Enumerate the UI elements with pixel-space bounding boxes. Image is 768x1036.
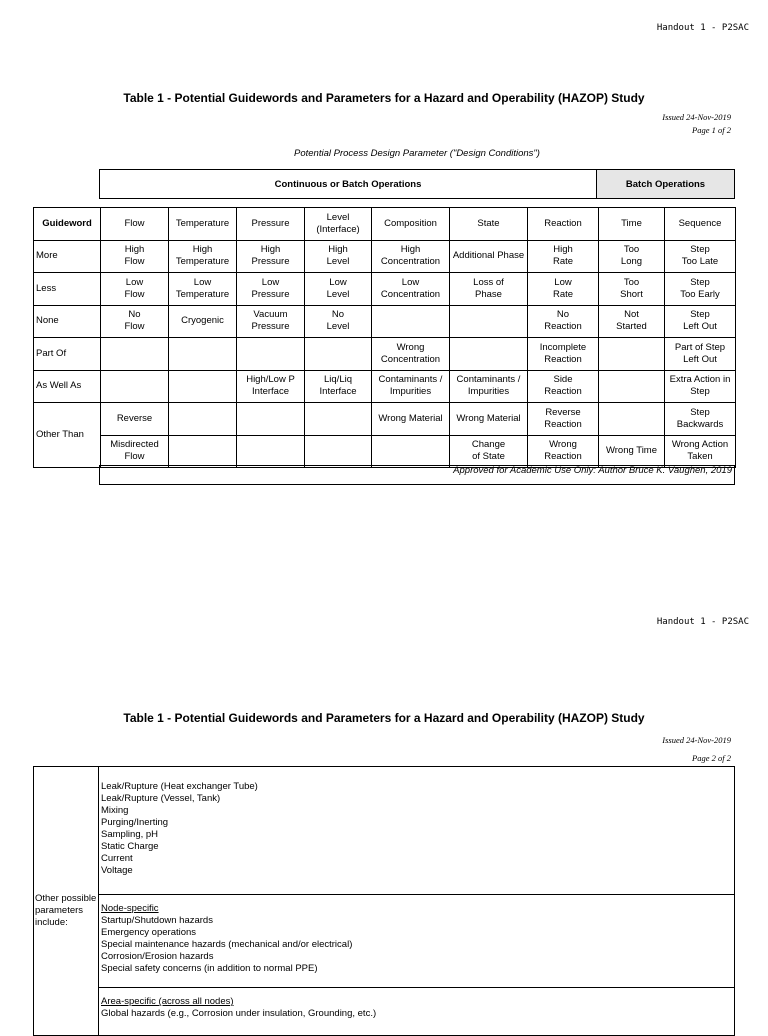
table-cell: No Level — [305, 305, 372, 338]
table-cell — [599, 338, 665, 371]
table-cell: High Concentration — [372, 240, 450, 273]
page1-issued-date: Issued 24-Nov-2019 — [662, 112, 731, 122]
table-cell — [372, 435, 450, 468]
guideword-header: Guideword — [34, 208, 101, 241]
table-cell: No Flow — [101, 305, 169, 338]
table-cell: Step Left Out — [665, 305, 736, 338]
table-cell: Reverse Reaction — [528, 403, 599, 436]
page1-subtitle: Potential Process Design Parameter ("Design Conditions") — [294, 148, 540, 159]
table-cell: Low Rate — [528, 273, 599, 306]
table-cell — [450, 305, 528, 338]
table-cell — [101, 338, 169, 371]
table-cell — [101, 370, 169, 403]
table-cell: Step Too Early — [665, 273, 736, 306]
table-row — [34, 240, 736, 273]
page1-page-number: Page 1 of 2 — [692, 125, 731, 135]
table-cell: Too Short — [599, 273, 665, 306]
parameter-list-item: Special maintenance hazards (mechanical and/or electrical) — [101, 939, 353, 950]
parameter-header: Sequence — [665, 208, 736, 241]
parameter-list-item: Leak/Rupture (Heat exchanger Tube) — [101, 781, 258, 792]
node-specific-heading: Node-specific — [101, 903, 159, 914]
table-cell — [169, 338, 237, 371]
other-parameters-label: Other possible parameters include: — [35, 893, 97, 928]
parameter-header: Reaction — [528, 208, 599, 241]
parameter-list-item: Static Charge — [101, 841, 159, 852]
parameter-header: Composition — [372, 208, 450, 241]
table-cell — [237, 403, 305, 436]
group-header-batch: Batch Operations — [596, 169, 735, 199]
table-cell — [305, 435, 372, 468]
table-cell: Wrong Reaction — [528, 435, 599, 468]
table-cell: Vacuum Pressure — [237, 305, 305, 338]
guideword-cell: As Well As — [34, 370, 101, 403]
parameter-header: Flow — [101, 208, 169, 241]
table-header-row — [34, 208, 736, 241]
guideword-cell: None — [34, 305, 101, 338]
table-cell: Low Pressure — [237, 273, 305, 306]
table-cell: High/Low P Interface — [237, 370, 305, 403]
parameters-list-general — [101, 781, 258, 877]
table-cell: Low Flow — [101, 273, 169, 306]
table-cell: Additional Phase — [450, 240, 528, 273]
table-cell — [169, 435, 237, 468]
table-cell: No Reaction — [528, 305, 599, 338]
table-cell: Incomplete Reaction — [528, 338, 599, 371]
table-cell: Contaminants / Impurities — [450, 370, 528, 403]
guideword-cell: Other Than — [34, 403, 101, 468]
table-cell: Part of Step Left Out — [665, 338, 736, 371]
table-cell: High Rate — [528, 240, 599, 273]
guideword-cell: Part Of — [34, 338, 101, 371]
table-cell — [599, 370, 665, 403]
parameter-header: State — [450, 208, 528, 241]
table-cell: Step Too Late — [665, 240, 736, 273]
group-header-continuous: Continuous or Batch Operations — [99, 169, 597, 199]
table-cell: Step Backwards — [665, 403, 736, 436]
table-cell — [305, 338, 372, 371]
table-cell: High Level — [305, 240, 372, 273]
page1-handout-label: Handout 1 - P2SAC — [656, 23, 749, 33]
table-cell: Wrong Concentration — [372, 338, 450, 371]
parameter-list-item: Voltage — [101, 865, 133, 876]
table-cell — [169, 370, 237, 403]
section-divider — [99, 987, 735, 988]
guideword-cell: Less — [34, 273, 101, 306]
table-row — [34, 403, 736, 436]
table-cell: High Pressure — [237, 240, 305, 273]
table-cell: Wrong Time — [599, 435, 665, 468]
section-divider — [99, 894, 735, 895]
table-row — [34, 305, 736, 338]
table-cell: Low Level — [305, 273, 372, 306]
table-cell — [372, 305, 450, 338]
table-cell: Cryogenic — [169, 305, 237, 338]
table-cell: Wrong Action Taken — [665, 435, 736, 468]
table-cell — [237, 435, 305, 468]
table-cell: Contaminants / Impurities — [372, 370, 450, 403]
table-cell: Loss of Phase — [450, 273, 528, 306]
table-cell: Not Started — [599, 305, 665, 338]
table-row — [34, 435, 736, 468]
table-cell: Extra Action in Step — [665, 370, 736, 403]
table-cell: Change of State — [450, 435, 528, 468]
table-row — [34, 338, 736, 371]
page2-handout-label: Handout 1 - P2SAC — [656, 617, 749, 627]
table-cell: Misdirected Flow — [101, 435, 169, 468]
table-cell — [305, 403, 372, 436]
parameter-list-item: Current — [101, 853, 133, 864]
parameters-list-node — [101, 903, 352, 975]
parameter-list-item: Startup/Shutdown hazards — [101, 915, 213, 926]
page2-issued-date: Issued 24-Nov-2019 — [662, 735, 731, 745]
table-cell: Low Concentration — [372, 273, 450, 306]
page2-title: Table 1 - Potential Guidewords and Parameters for a Hazard and Operability (HAZOP) Study — [123, 711, 645, 725]
page2-page-number: Page 2 of 2 — [692, 753, 731, 763]
parameter-header: Level (Interface) — [305, 208, 372, 241]
parameter-list-item: Corrosion/Erosion hazards — [101, 951, 214, 962]
parameter-list-item: Purging/Inerting — [101, 817, 169, 828]
parameter-list-item: Leak/Rupture (Vessel, Tank) — [101, 793, 221, 804]
parameter-header: Pressure — [237, 208, 305, 241]
parameter-list-item: Global hazards (e.g., Corrosion under insulation, Grounding, etc.) — [101, 1008, 377, 1019]
parameter-header: Time — [599, 208, 665, 241]
table-cell: High Temperature — [169, 240, 237, 273]
table-cell: Wrong Material — [372, 403, 450, 436]
table-cell: Liq/Liq Interface — [305, 370, 372, 403]
table-cell — [599, 403, 665, 436]
parameters-list-area — [101, 996, 376, 1020]
table-cell: Wrong Material — [450, 403, 528, 436]
table-cell — [169, 403, 237, 436]
hazop-guideword-table — [33, 207, 736, 468]
page1-title: Table 1 - Potential Guidewords and Parameters for a Hazard and Operability (HAZOP) Study — [123, 91, 645, 105]
table-cell: Low Temperature — [169, 273, 237, 306]
table-cell — [237, 338, 305, 371]
table-cell — [450, 338, 528, 371]
parameter-header: Temperature — [169, 208, 237, 241]
parameter-list-item: Mixing — [101, 805, 129, 816]
guideword-cell: More — [34, 240, 101, 273]
parameter-list-item: Emergency operations — [101, 927, 197, 938]
table-cell: High Flow — [101, 240, 169, 273]
table-cell: Side Reaction — [528, 370, 599, 403]
area-specific-heading: Area-specific (across all nodes) — [101, 996, 234, 1007]
table-cell: Reverse — [101, 403, 169, 436]
parameter-list-item: Sampling, pH — [101, 829, 159, 840]
table-cell: Too Long — [599, 240, 665, 273]
approval-note: Approved for Academic Use Only: Author Bruce K. Vaughen, 2019 — [453, 465, 732, 476]
table-row — [34, 370, 736, 403]
parameter-list-item: Special safety concerns (in addition to normal PPE) — [101, 963, 318, 974]
table-row — [34, 273, 736, 306]
